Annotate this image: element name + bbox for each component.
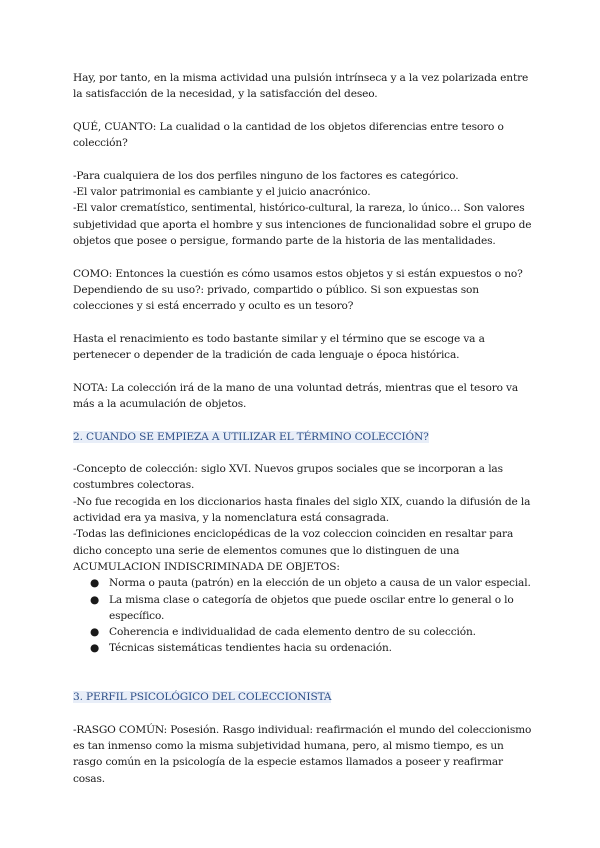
bullet-item [90, 592, 534, 625]
bullet-icon: ● [90, 593, 100, 606]
bullet-text: La misma clase o categoría de objetos que puede oscilar entre lo general o lo específico. [109, 593, 514, 622]
section-3-heading-text: 3. PERFIL PSICOLÓGICO DEL COLECCIONISTA [73, 691, 332, 704]
paragraph-nota: NOTA: La colección irá de la mano de una voluntad detrás, mientras que el tesoro va más a la acumulación de objetos. [73, 381, 519, 410]
section-2-heading-text: 2. CUANDO SE EMPIEZA A UTILIZAR EL TÉRMINO COLECCIÓN? [73, 430, 429, 443]
bullet-icon: ● [90, 577, 100, 590]
paragraph-que-cuanto: QUÉ, CUANTO: La cualidad o la cantidad de los objetos diferencias entre tesoro o colección? [73, 120, 504, 150]
list1-item: -Para cualquiera de los dos perfiles ninguno de los factores es categórico. [73, 169, 459, 182]
bullet-item [90, 640, 534, 656]
section-3-heading [73, 689, 534, 705]
bullet-icon: ● [90, 626, 100, 639]
list1-item: -El valor patrimonial es cambiante y el juicio anacrónico. [73, 186, 371, 199]
bullet-item [90, 575, 534, 591]
bullet-text: Norma o pauta (patrón) en la elección de un objeto a causa de un valor especial. [109, 577, 531, 590]
section-2-bullet-list [73, 575, 534, 656]
section-2-item: -No fue recogida en los diccionarios hasta finales del siglo XIX, cuando la difusión de la actividad era ya masiva, y la nomenclatura está consagrada. [73, 495, 531, 525]
paragraph-como: COMO: Entonces la cuestión es cómo usamos estos objetos y si están expuestos o no? Dependiendo de su uso?: privado, compartido o público. Si son expuestas son colecciones y si está encerrado y oculto es un tesoro? [73, 267, 523, 313]
section-2-item: -Concepto de colección: siglo XVI. Nuevos grupos sociales que se incorporan a las costumbres colectoras. [73, 463, 503, 492]
bullet-icon: ● [90, 642, 100, 655]
bullet-item [90, 624, 534, 640]
bullet-text: Coherencia e individualidad de cada elemento dentro de su colección. [109, 626, 476, 639]
paragraph-rasgo: -RASGO COMÚN: Posesión. Rasgo individual: reafirmación el mundo del coleccionismo es tan inmenso como la misma subjetividad humana, pero, al mismo tiempo, es un rasgo común en la psicología de la especie estamos llamados a poseer y reafirmar cosas. [73, 723, 532, 785]
section-2-heading [73, 429, 534, 445]
paragraph-intro: Hay, por tanto, en la misma actividad una pulsión intrínseca y a la vez polarizada entre la satisfacción de la necesidad, y la satisfacción del deseo. [73, 72, 529, 101]
section-2-item: -Todas las definiciones enciclopédicas de la voz coleccion coinciden en resaltar para dicho concepto una serie de elementos comunes que lo distinguen de una ACUMULACION INDISCRIMINADA DE OBJETOS: [73, 528, 514, 573]
paragraph-renacimiento: Hasta el renacimiento es todo bastante similar y el término que se escoge va a pertenecer o depender de la tradición de cada lenguaje o época histórica. [73, 332, 485, 362]
list1-item: -El valor crematístico, sentimental, histórico-cultural, la rareza, lo único… Son valores subjetividad que aporta el hombre y sus intenciones de funcionalidad sobre el grupo de objetos que posee o persigue, formando parte de la historia de las mentalidades. [73, 202, 532, 247]
bullet-text: Técnicas sistemáticas tendientes hacia su ordenación. [109, 642, 392, 655]
